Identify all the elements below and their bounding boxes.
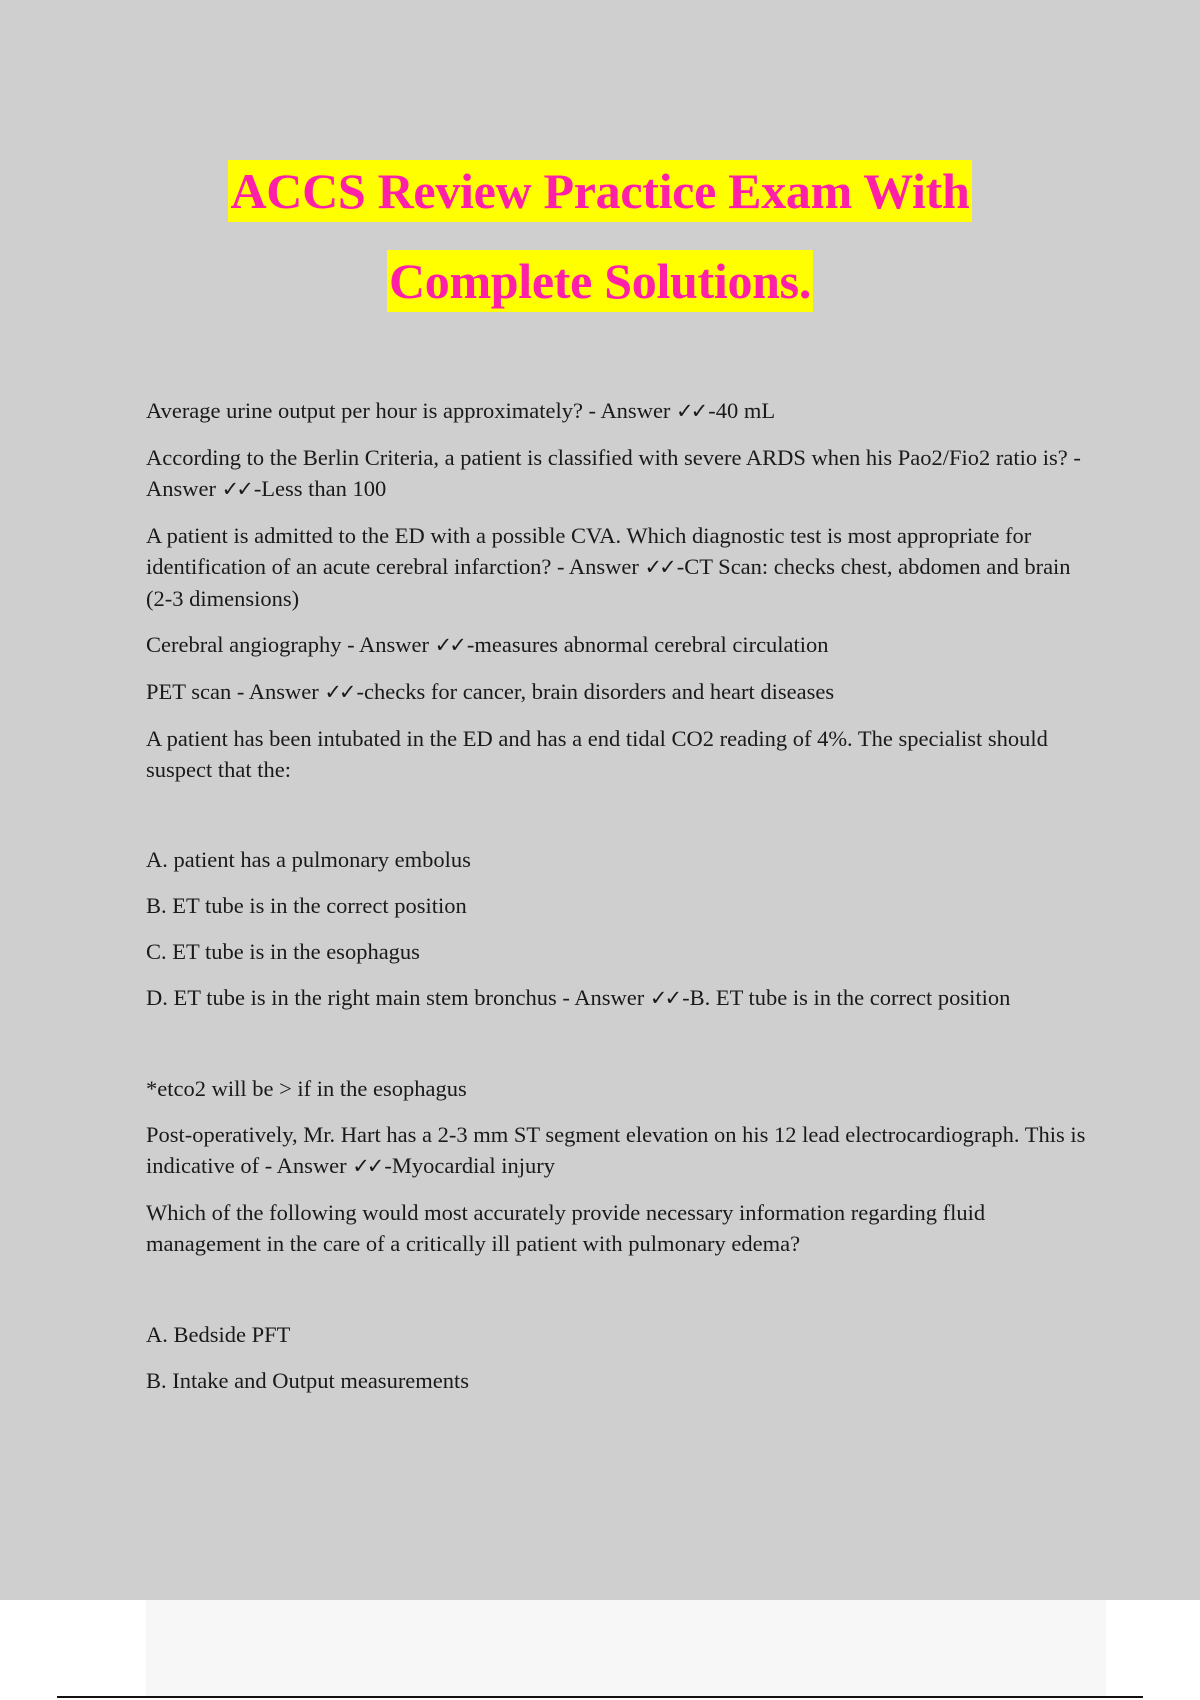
title-line-1: ACCS Review Practice Exam With [228,160,971,222]
answer-text: -Myocardial injury [384,1153,555,1178]
question-text: PET scan - Answer [146,679,325,704]
option-d-text: D. ET tube is in the right main stem bronchus - Answer [146,985,650,1010]
double-check-icon: ✓✓ [644,555,674,579]
answer-text: -CT Scan: checks chest, abdomen and brain (2-3 dimensions) [146,554,1071,611]
answer-text: -Less than 100 [253,476,387,501]
double-check-icon: ✓✓ [649,986,680,1010]
qa-item-pet-scan [146,676,1096,708]
question-text: Post-operatively, Mr. Hart has a 2-3 mm ST segment elevation on his 12 lead electrocardiograph. This is indicative of - Answer [146,1122,1086,1178]
double-check-icon: ✓✓ [352,1154,382,1178]
fluid-question-stem: Which of the following would most accurately provide necessary information regarding fluid management in the care of a critically ill patient with pulmonary edema? [146,1200,986,1256]
etco2-question-stem: A patient has been intubated in the ED and has a end tidal CO2 reading of 4%. The specialist should suspect that the: [146,726,1048,782]
answer-text: -B. ET tube is in the correct position [682,985,1011,1010]
page-divider-rule [57,1696,1143,1698]
etco2-note: *etco2 will be > if in the esophagus [146,1076,467,1101]
next-page-shade [146,1600,1106,1696]
double-check-icon: ✓✓ [221,477,251,501]
qa-item-cerebral-angiography [146,629,1096,661]
etco2-option-a: A. patient has a pulmonary embolus [146,847,471,872]
next-page-preview [0,1600,1200,1700]
answer-text: -measures abnormal cerebral circulation [466,632,829,657]
double-check-icon: ✓✓ [434,633,464,657]
double-check-icon: ✓✓ [324,680,354,704]
qa-item-st-elevation [146,1119,1096,1182]
question-text: Cerebral angiography - Answer [146,632,435,657]
etco2-option-c: C. ET tube is in the esophagus [146,939,420,964]
answer-text: -checks for cancer, brain disorders and heart diseases [356,679,835,704]
etco2-option-d [146,982,1096,1014]
qa-item-cva-diagnostic [146,520,1096,614]
fluid-option-a: A. Bedside PFT [146,1322,291,1347]
document-body [146,395,1096,1411]
document-title [0,160,1200,340]
answer-text: -40 mL [708,398,776,423]
double-check-icon: ✓✓ [676,399,706,423]
question-text: A patient is admitted to the ED with a possible CVA. Which diagnostic test is most appropriate for identification of an acute cerebral infarction? - Answer [146,523,1032,579]
fluid-option-b: B. Intake and Output measurements [146,1368,470,1393]
etco2-option-b: B. ET tube is in the correct position [146,893,467,918]
qa-item-berlin-criteria [146,442,1096,505]
question-text: Average urine output per hour is approximately? - Answer [146,398,677,423]
question-text: According to the Berlin Criteria, a patient is classified with severe ARDS when his Pao2/Fio2 ratio is? - Answer [146,445,1081,501]
qa-item-urine-output [146,395,1096,427]
title-line-2: Complete Solutions. [387,250,813,312]
